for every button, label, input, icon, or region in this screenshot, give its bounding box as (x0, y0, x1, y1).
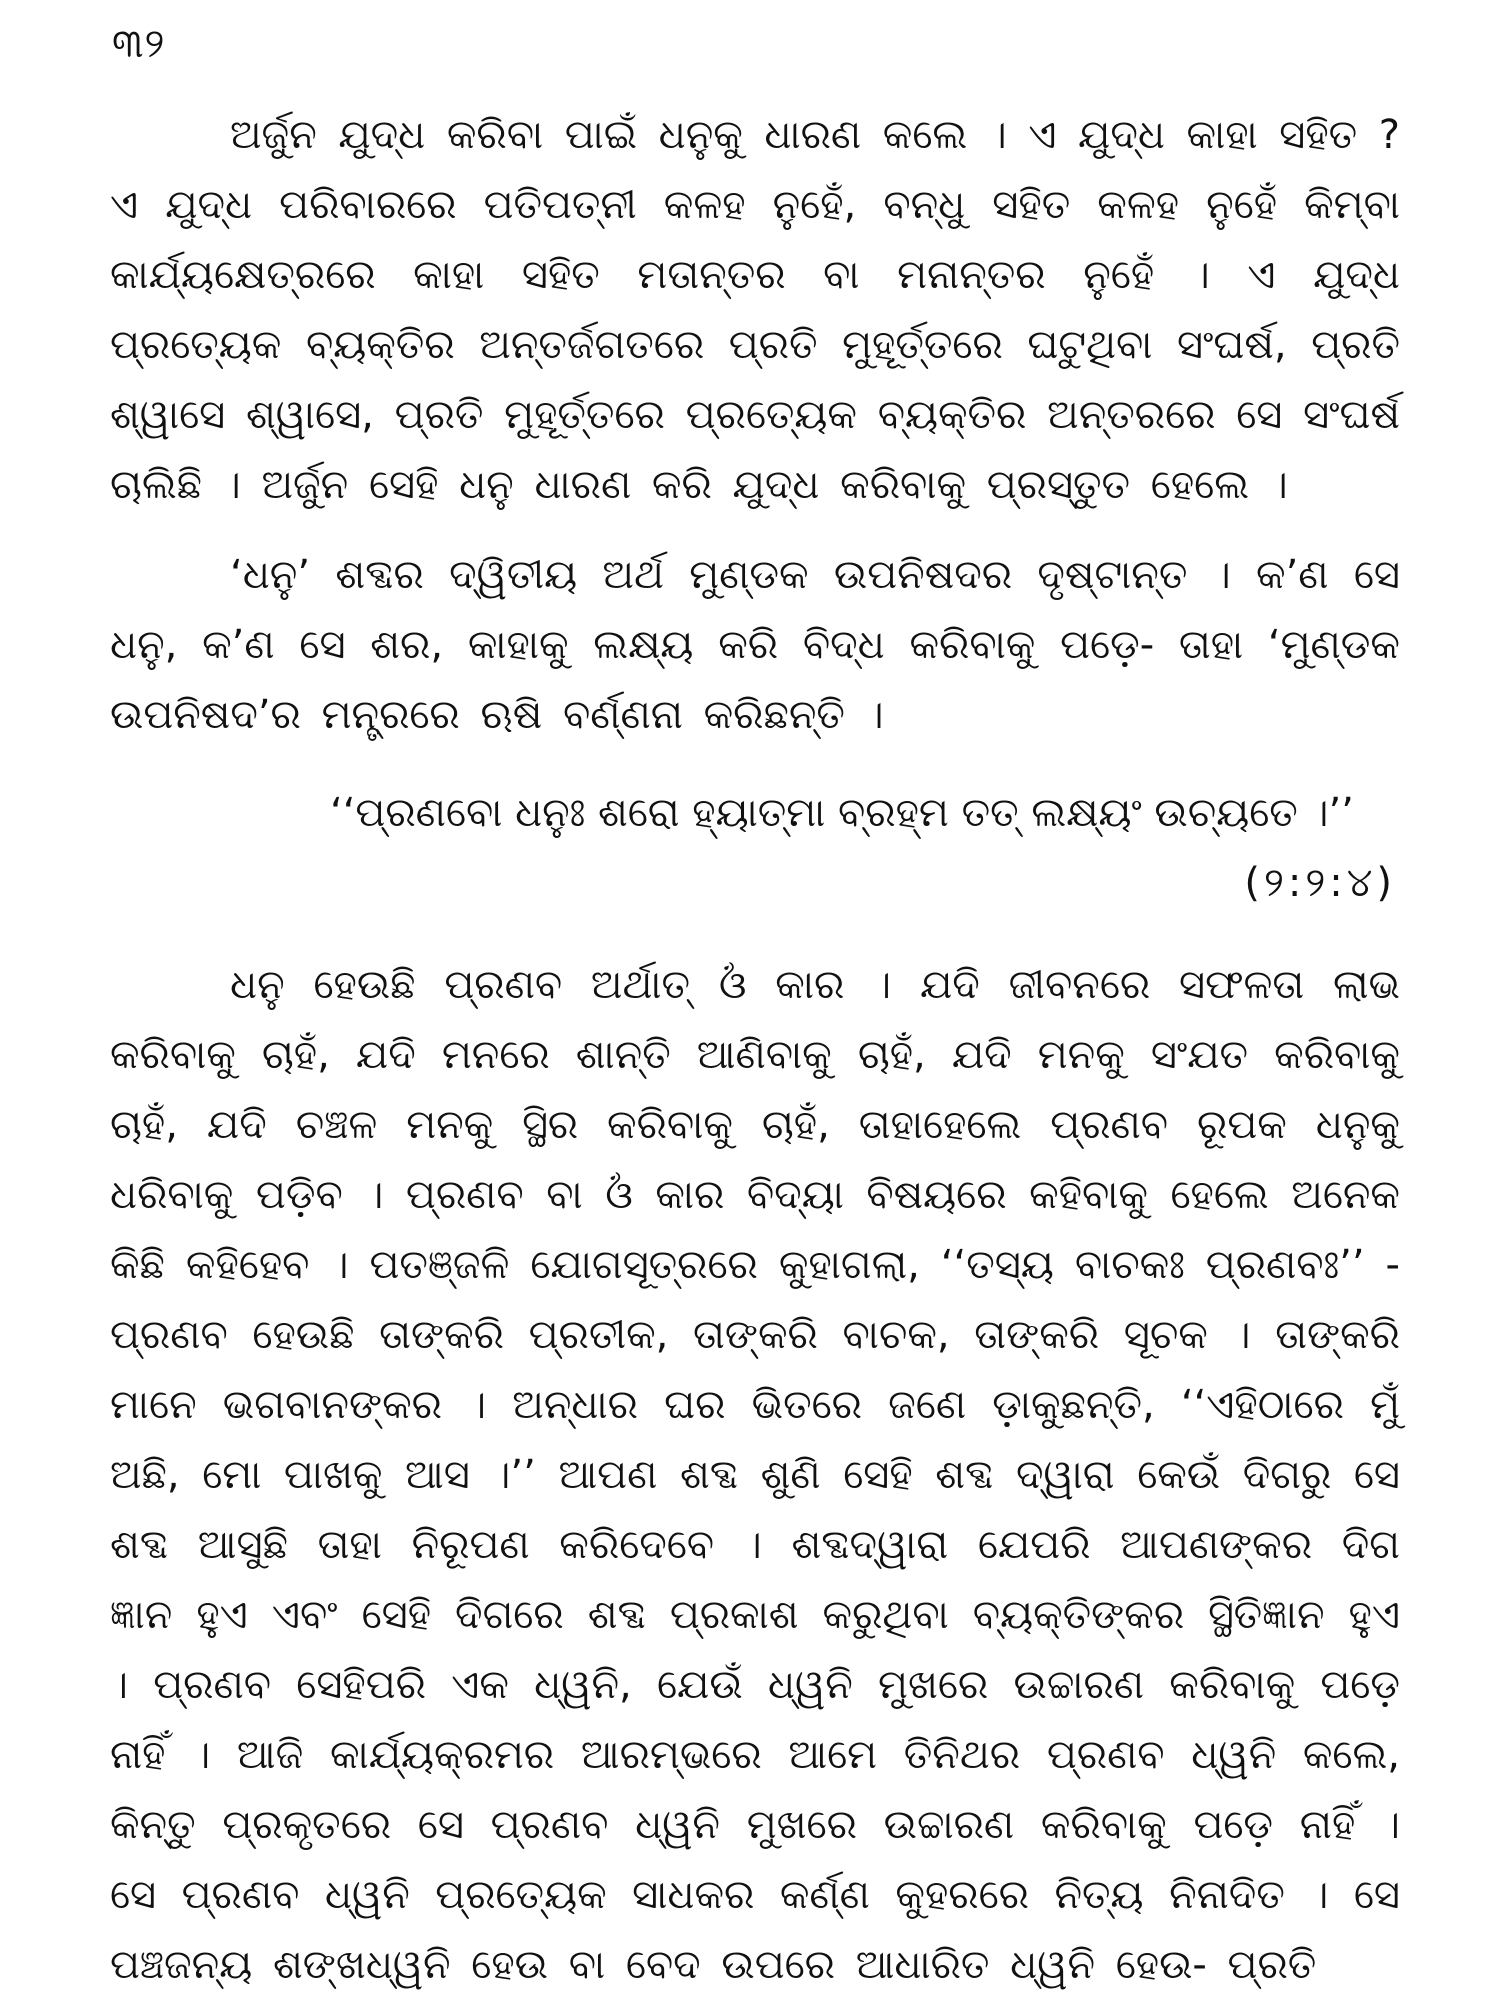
paragraph-dhanu-meaning: ‘ଧନୁ’ ଶବ୍ଦର ଦ୍ୱିତୀୟ ଅର୍ଥ ମୁଣ୍ଡକ ଉପନିଷଦର ଦୃଷ୍ଟାନ୍ତ । କ’ଣ ସେ ଧନୁ, କ’ଣ ସେ ଶର, କାହାକୁ ଲକ୍ଷ୍ୟ କରି ବିଦ୍ଧ କରିବାକୁ ପଡ଼େ- ତାହା ‘ମୁଣ୍ଡକ ଉପନିଷଦ’ର ମନ୍ତ୍ରରେ ଋଷି ବର୍ଣ୍ଣନା କରିଛନ୍ତି । (110, 552, 1400, 738)
paragraph-pranava: ଧନୁ ହେଉଛି ପ୍ରଣବ ଅର୍ଥାତ୍ ଓଁ କାର । ଯଦି ଜୀବନରେ ସଫଳତା ଲାଭ କରିବାକୁ ଚାହଁ, ଯଦି ମନରେ ଶାନ୍ତି ଆଣିବାକୁ ଚାହଁ, ଯଦି ମନକୁ ସଂଯତ କରିବାକୁ ଚାହଁ, ଯଦି ଚଞ୍ଚଳ ମନକୁ ସ୍ଥିର କରିବାକୁ ଚାହଁ, ତାହାହେଲେ ପ୍ରଣବ ରୂପକ ଧନୁକୁ ଧରିବାକୁ ପଡ଼ିବ । ପ୍ରଣବ ବା ଓଁ କାର ବିଦ୍ୟା ବିଷୟରେ କହିବାକୁ ହେଲେ ଅନେକ କିଛି କହିହେବ । ପତଞ୍ଜଳି ଯୋଗସୂତ୍ରରେ କୁହାଗଲା, ‘‘ତସ୍ୟ ବାଚକଃ ପ୍ରଣବଃ’’ - ପ୍ରଣବ ହେଉଛି ତାଙ୍କରି ପ୍ରତୀକ, ତାଙ୍କରି ବାଚକ, ତାଙ୍କରି ସୂଚକ । ତାଙ୍କରି ମାନେ ଭଗବାନଙ୍କର । ଅନ୍ଧାର ଘର ଭିତରେ ଜଣେ ଡ଼ାକୁଛନ୍ତି, ‘‘ଏହିଠାରେ ମୁଁ ଅଛି, ମୋ ପାଖକୁ ଆସ ।’’ ଆପଣ ଶବ୍ଦ ଶୁଣି ସେହି ଶବ୍ଦ ଦ୍ୱାରା କେଉଁ ଦିଗରୁ ସେ ଶବ୍ଦ ଆସୁଛି ତାହା ନିରୂପଣ କରିଦେବେ । ଶବ୍ଦଦ୍ୱାରା ଯେପରି ଆପଣଙ୍କର ଦିଗ ଜ୍ଞାନ ହୁଏ ଏବଂ ସେହି ଦିଗରେ ଶବ୍ଦ ପ୍ରକାଶ କରୁଥିବା ବ୍ୟକ୍ତିଙ୍କର ସ୍ଥିତିଜ୍ଞାନ ହୁଏ । ପ୍ରଣବ ସେହିପରି ଏକ ଧ୍ୱନି, ଯେଉଁ ଧ୍ୱନି ମୁଖରେ ଉଚ୍ଚାରଣ କରିବାକୁ ପଡ଼େ ନାହିଁ । ଆଜି କାର୍ଯ୍ୟକ୍ରମର ଆରମ୍ଭରେ ଆମେ ତିନିଥର ପ୍ରଣବ ଧ୍ୱନି କଲେ, କିନ୍ତୁ ପ୍ରକୃତରେ ସେ ପ୍ରଣବ ଧ୍ୱନି ମୁଖରେ ଉଚ୍ଚାରଣ କରିବାକୁ ପଡ଼େ ନାହିଁ । ସେ ପ୍ରଣବ ଧ୍ୱନି ପ୍ରତ୍ୟେକ ସାଧକର କର୍ଣ୍ଣ କୁହରରେ ନିତ୍ୟ ନିନାଦିତ । ସେ ପଞ୍ଚଜନ୍ୟ ଶଙ୍ଖଧ୍ୱନି ହେଉ ବା ବେଦ ଉପରେ ଆଧାରିତ ଧ୍ୱନି ହେଉ- ପ୍ରତି (110, 962, 1400, 1988)
verse-quote: ‘‘ପ୍ରଣବୋ ଧନୁଃ ଶରୋ ହ୍ୟାତ୍ମା ବ୍ରହ୍ମ ତତ୍ ଲକ୍ଷ୍ୟଂ ଉଚ୍ୟତେ ।’’ (330, 790, 1354, 836)
page-number: ୩୨ (112, 21, 166, 67)
paragraph-arjuna-war: ଅର୍ଜୁନ ଯୁଦ୍ଧ କରିବା ପାଇଁ ଧନୁକୁ ଧାରଣ କଲେ । ଏ ଯୁଦ୍ଧ କାହା ସହିତ ? ଏ ଯୁଦ୍ଧ ପରିବାରରେ ପତିପତ୍ନୀ କଳହ ନୁହେଁ, ବନ୍ଧୁ ସହିତ କଳହ ନୁହେଁ କିମ୍ବା କାର୍ଯ୍ୟକ୍ଷେତ୍ରରେ କାହା ସହିତ ମତାନ୍ତର ବା ମନାନ୍ତର ନୁହେଁ । ଏ ଯୁଦ୍ଧ ପ୍ରତ୍ୟେକ ବ୍ୟକ୍ତିର ଅନ୍ତର୍ଜଗତରେ ପ୍ରତି ମୁହୂର୍ତ୍ତରେ ଘଟୁଥିବା ସଂଘର୍ଷ, ପ୍ରତି ଶ୍ୱାସେ ଶ୍ୱାସେ, ପ୍ରତି ମୁହୂର୍ତ୍ତରେ ପ୍ରତ୍ୟେକ ବ୍ୟକ୍ତିର ଅନ୍ତରରେ ସେ ସଂଘର୍ଷ ଚାଲିଛି । ଅର୍ଜୁନ ସେହି ଧନୁ ଧାରଣ କରି ଯୁଦ୍ଧ କରିବାକୁ ପ୍ରସ୍ତୁତ ହେଲେ । (110, 112, 1400, 508)
verse-reference: (୨:୨:୪) (1244, 860, 1396, 906)
